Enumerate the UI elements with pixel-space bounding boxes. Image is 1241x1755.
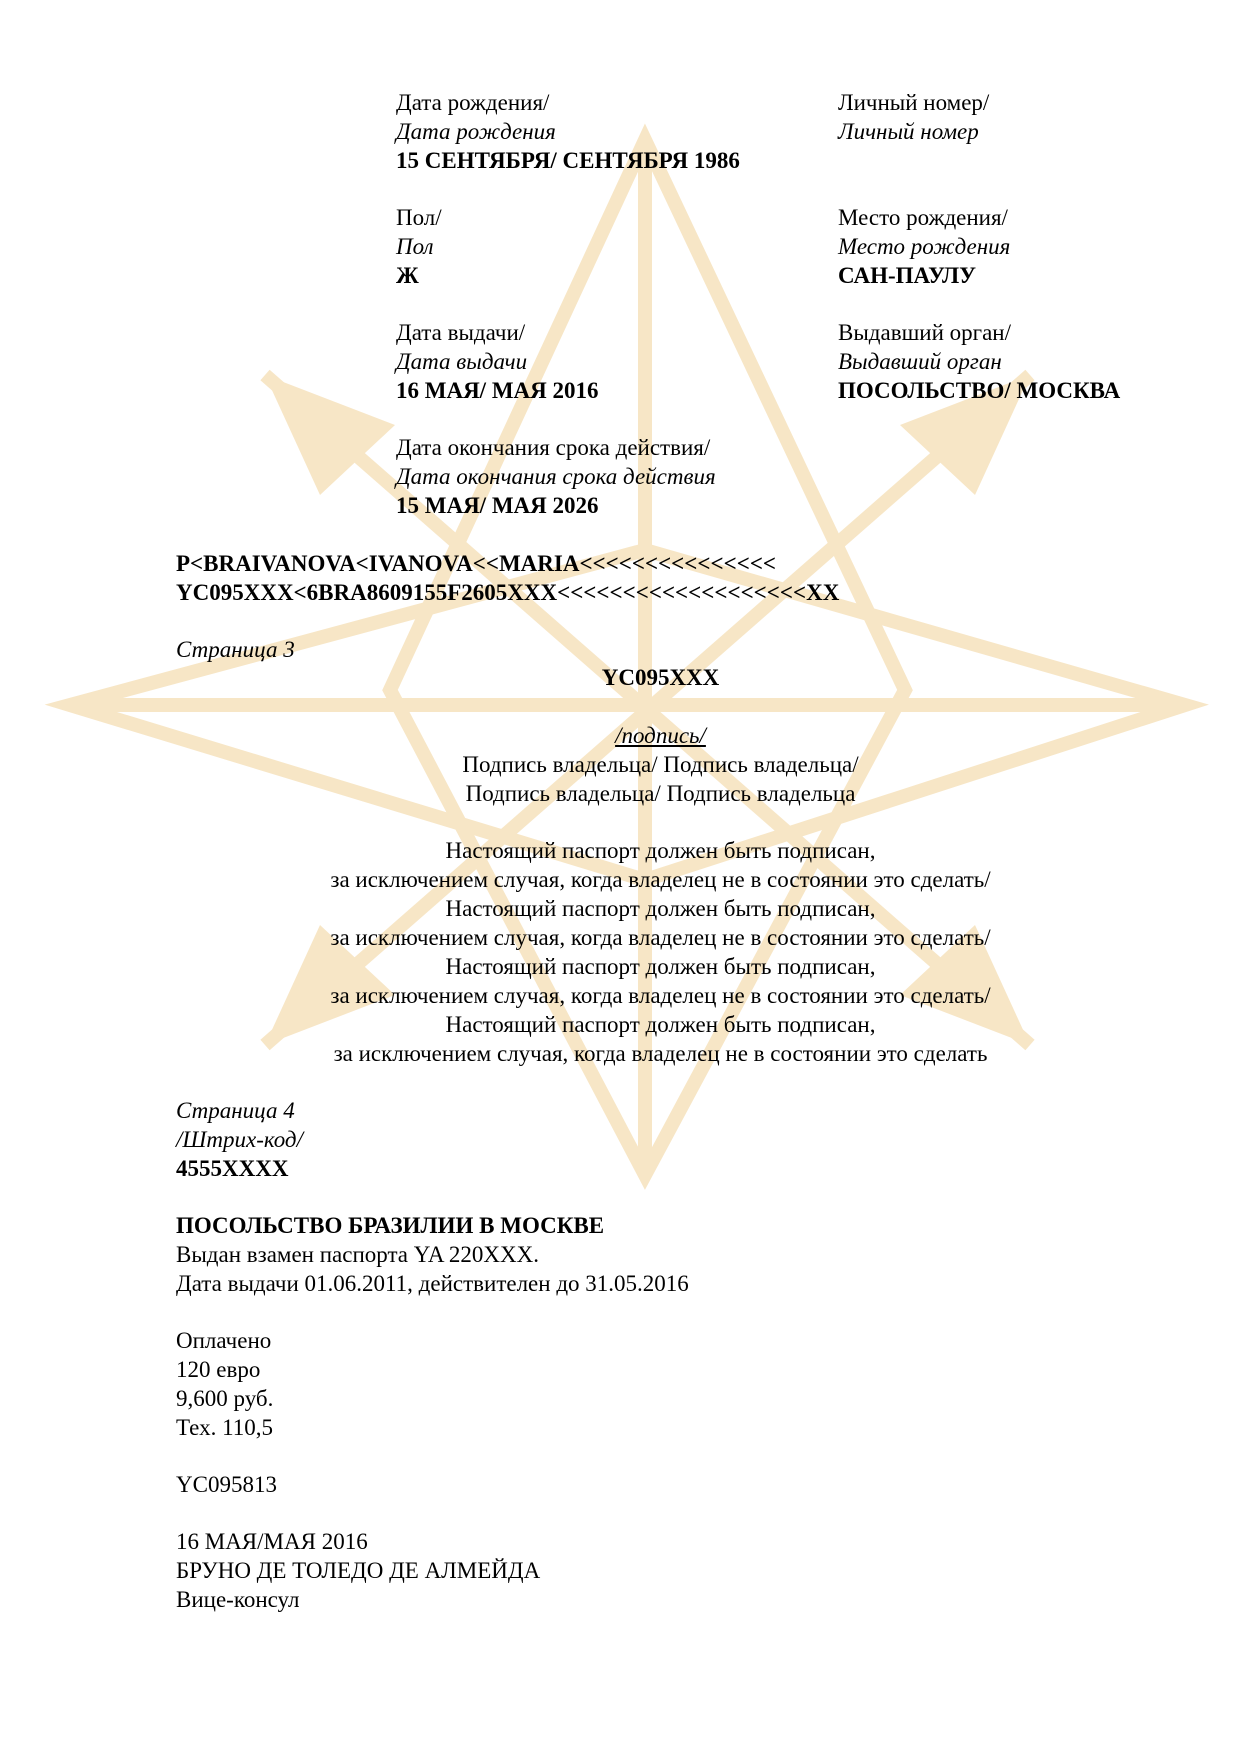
signatory-date: 16 МАЯ/МАЯ 2016 — [176, 1529, 368, 1554]
page-3-heading: Страница 3 — [176, 637, 295, 662]
authority-label: Выдавший орган/ — [838, 320, 1011, 345]
barcode-label: /Штрих-код/ — [176, 1127, 303, 1152]
birth-date-label-italic: Дата рождения — [396, 119, 556, 144]
passport-number-text: YC095XXX — [601, 665, 720, 690]
personal-number-label-italic: Личный номер — [838, 119, 979, 144]
replacement-line: Выдан взамен паспорта YA 220XXX. — [176, 1242, 539, 1267]
notice-line: Настоящий паспорт должен быть подписан, — [445, 838, 876, 863]
birth-date-label: Дата рождения/ — [396, 90, 550, 115]
notice-line: Настоящий паспорт должен быть подписан, — [445, 1012, 876, 1037]
mrz-line-2: YC095XXX<6BRA8609155F2605XXX<<<<<<<<<<<<<<<<<<<XX — [176, 580, 840, 605]
signatory-name: БРУНО ДЕ ТОЛЕДО ДЕ АЛМЕЙДА — [176, 1558, 541, 1583]
issue-date-label-italic: Дата выдачи — [396, 349, 528, 374]
payment-line: Оплачено — [176, 1328, 272, 1353]
notice-line: за исключением случая, когда владелец не в состоянии это сделать/ — [330, 983, 991, 1008]
replacement-line: Дата выдачи 01.06.2011, действителен до 31.05.2016 — [176, 1271, 689, 1296]
notice-line: Настоящий паспорт должен быть подписан, — [445, 896, 876, 921]
payment-line: 120 евро — [176, 1357, 261, 1382]
expiry-label-italic: Дата окончания срока действия — [396, 464, 716, 489]
payment-line: 9,600 руб. — [176, 1386, 274, 1411]
expiry-value: 15 МАЯ/ МАЯ 2026 — [396, 493, 599, 518]
notice-line: за исключением случая, когда владелец не в состоянии это сделать/ — [330, 925, 991, 950]
barcode-value: 4555XXXX — [176, 1156, 289, 1181]
embassy-name: ПОСОЛЬСТВО БРАЗИЛИИ В МОСКВЕ — [176, 1213, 605, 1238]
signatory-block — [176, 1527, 540, 1614]
signature-block — [0, 721, 1241, 808]
notice-line: Настоящий паспорт должен быть подписан, — [445, 954, 876, 979]
payment-block — [176, 1326, 273, 1442]
notice-line: за исключением случая, когда владелец не в состоянии это сделать — [333, 1041, 988, 1066]
mrz-line-1: P<BRAIVANOVA<IVANOVA<<MARIA<<<<<<<<<<<<<<< — [176, 551, 777, 576]
notice-line: за исключением случая, когда владелец не в состоянии это сделать/ — [330, 867, 991, 892]
signature-caption-line: Подпись владельца/ Подпись владельца/ — [462, 752, 859, 777]
sex-label: Пол/ — [396, 205, 442, 230]
signature-notice — [0, 836, 1241, 1068]
payment-line: Тех. 110,5 — [176, 1415, 273, 1440]
embassy-block — [176, 1211, 689, 1298]
signature-caption-line: Подпись владельца/ Подпись владельца — [465, 781, 856, 806]
birth-place-label-italic: Место рождения — [838, 234, 1011, 259]
authority-value: ПОСОЛЬСТВО/ МОСКВА — [838, 378, 1121, 403]
document-number: YC095813 — [176, 1472, 277, 1497]
personal-number-label: Личный номер/ — [838, 90, 990, 115]
issue-date-label: Дата выдачи/ — [396, 320, 526, 345]
authority-label-italic: Выдавший орган — [838, 349, 1002, 374]
expiry-label: Дата окончания срока действия/ — [396, 435, 711, 460]
signatory-title: Вице-консул — [176, 1587, 300, 1612]
page-4-heading: Страница 4 — [176, 1098, 295, 1123]
birth-date-value: 15 СЕНТЯБРЯ/ СЕНТЯБРЯ 1986 — [396, 148, 740, 173]
signature-placeholder: /подпись/ — [615, 723, 706, 748]
sex-value: Ж — [396, 263, 419, 288]
sex-label-italic: Пол — [396, 234, 434, 259]
birth-place-value: САН-ПАУЛУ — [838, 263, 976, 288]
page-4-header — [176, 1096, 303, 1183]
issue-date-value: 16 МАЯ/ МАЯ 2016 — [396, 378, 599, 403]
passport-number — [0, 663, 1241, 692]
birth-place-label: Место рождения/ — [838, 205, 1008, 230]
